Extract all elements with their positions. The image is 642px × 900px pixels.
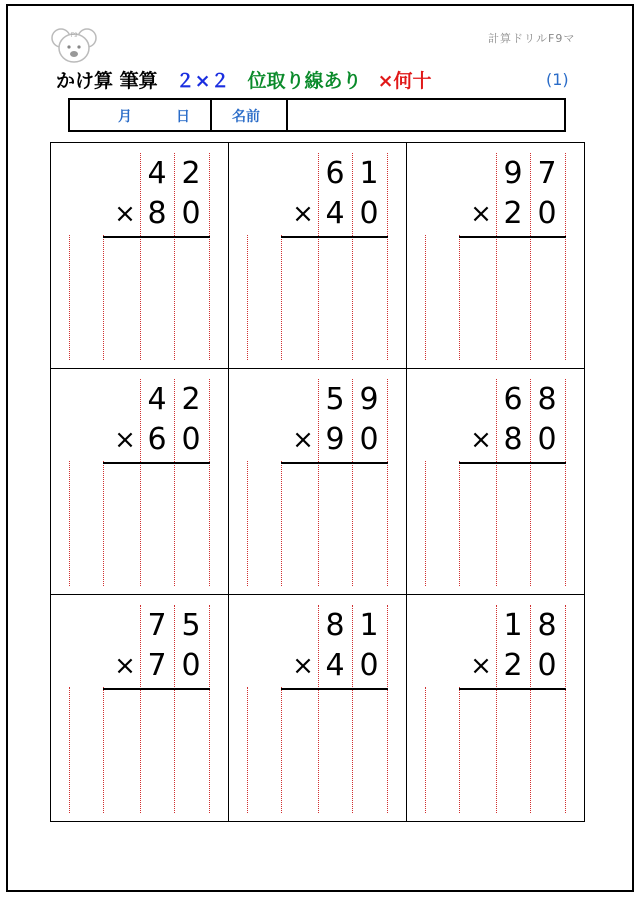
multiplicand-digit: 4 (147, 156, 167, 191)
multiplicand-digit: 7 (537, 156, 557, 191)
multiplier-digit: 0 (359, 422, 379, 457)
times-sign: × (470, 651, 492, 681)
answer-rule (459, 236, 566, 238)
logo-text: F9 (70, 33, 78, 39)
place-guide-line (69, 235, 70, 360)
worksheet-title (56, 66, 431, 93)
multiplier-digit: 0 (537, 422, 557, 457)
answer-rule (103, 688, 210, 690)
multiplier-digit: 0 (359, 648, 379, 683)
problem-cell (229, 369, 407, 595)
multiplicand-digit: 9 (359, 382, 379, 417)
multiplicand-digit: 4 (147, 382, 167, 417)
answer-rule (281, 688, 388, 690)
brand-label: 計算ドリルF9マ (488, 32, 576, 45)
problem-cell (229, 143, 407, 369)
multiplier-digit: 2 (503, 648, 523, 683)
title-digits: ２×２ (175, 70, 230, 92)
place-guide-line (209, 605, 210, 813)
place-guide-line (209, 153, 210, 360)
info-bar (68, 98, 566, 132)
multiplier-digit: 8 (503, 422, 523, 457)
bear-logo (48, 26, 100, 66)
multiplicand-digit: 8 (325, 608, 345, 643)
answer-rule (103, 462, 210, 464)
place-guide-line (247, 687, 248, 813)
multiplicand-digit: 1 (359, 608, 379, 643)
answer-rule (103, 236, 210, 238)
problem-cell (51, 595, 229, 821)
answer-rule (459, 688, 566, 690)
place-guide-line (209, 379, 210, 586)
place-guide-line (425, 687, 426, 813)
problem-grid (50, 142, 585, 822)
place-guide-line (103, 235, 104, 360)
problem-cell (407, 143, 584, 369)
problem-cell (51, 369, 229, 595)
title-times-tens: ×何十 (377, 70, 432, 92)
multiplicand-digit: 1 (503, 608, 523, 643)
multiplicand-digit: 9 (503, 156, 523, 191)
times-sign: × (470, 425, 492, 455)
title-place-lines: 位取り線あり (247, 70, 362, 92)
month-label: 月 (118, 109, 132, 125)
problem-cell (407, 595, 584, 821)
place-guide-line (565, 379, 566, 586)
multiplicand-digit: 2 (181, 382, 201, 417)
multiplicand-digit: 2 (181, 156, 201, 191)
multiplicand-digit: 8 (537, 382, 557, 417)
multiplicand-digit: 8 (537, 608, 557, 643)
times-sign: × (470, 199, 492, 229)
times-sign: × (292, 425, 314, 455)
place-guide-line (459, 461, 460, 586)
name-label-box (212, 100, 288, 130)
multiplicand-digit: 1 (359, 156, 379, 191)
name-field[interactable] (288, 100, 564, 130)
multiplicand-digit: 5 (181, 608, 201, 643)
day-label: 日 (176, 109, 190, 125)
place-guide-line (281, 687, 282, 813)
multiplier-digit: 0 (181, 648, 201, 683)
answer-rule (281, 462, 388, 464)
place-guide-line (387, 153, 388, 360)
multiplier-digit: 2 (503, 196, 523, 231)
problem-cell (407, 369, 584, 595)
multiplier-digit: 0 (181, 422, 201, 457)
place-guide-line (69, 461, 70, 586)
times-sign: × (292, 199, 314, 229)
multiplier-digit: 0 (537, 196, 557, 231)
multiplier-digit: 4 (325, 648, 345, 683)
multiplicand-digit: 6 (325, 156, 345, 191)
times-sign: × (114, 199, 136, 229)
place-guide-line (69, 687, 70, 813)
place-guide-line (459, 235, 460, 360)
place-guide-line (247, 235, 248, 360)
place-guide-line (565, 153, 566, 360)
multiplicand-digit: 6 (503, 382, 523, 417)
place-guide-line (103, 461, 104, 586)
title-main: かけ算 筆算 (56, 70, 158, 92)
multiplier-digit: 0 (359, 196, 379, 231)
multiplier-digit: 7 (147, 648, 167, 683)
multiplier-digit: 0 (181, 196, 201, 231)
times-sign: × (292, 651, 314, 681)
multiplier-digit: 6 (147, 422, 167, 457)
multiplier-digit: 4 (325, 196, 345, 231)
place-guide-line (103, 687, 104, 813)
place-guide-line (425, 461, 426, 586)
multiplier-digit: 9 (325, 422, 345, 457)
name-label: 名前 (232, 109, 260, 125)
page-number: (1) (546, 70, 569, 89)
date-box[interactable] (70, 100, 212, 130)
multiplicand-digit: 7 (147, 608, 167, 643)
multiplier-digit: 0 (537, 648, 557, 683)
problem-cell (229, 595, 407, 821)
multiplicand-digit: 5 (325, 382, 345, 417)
answer-rule (459, 462, 566, 464)
answer-rule (281, 236, 388, 238)
place-guide-line (387, 379, 388, 586)
place-guide-line (425, 235, 426, 360)
place-guide-line (459, 687, 460, 813)
times-sign: × (114, 651, 136, 681)
problem-cell (51, 143, 229, 369)
multiplier-digit: 8 (147, 196, 167, 231)
place-guide-line (565, 605, 566, 813)
place-guide-line (387, 605, 388, 813)
place-guide-line (281, 461, 282, 586)
place-guide-line (281, 235, 282, 360)
times-sign: × (114, 425, 136, 455)
place-guide-line (247, 461, 248, 586)
